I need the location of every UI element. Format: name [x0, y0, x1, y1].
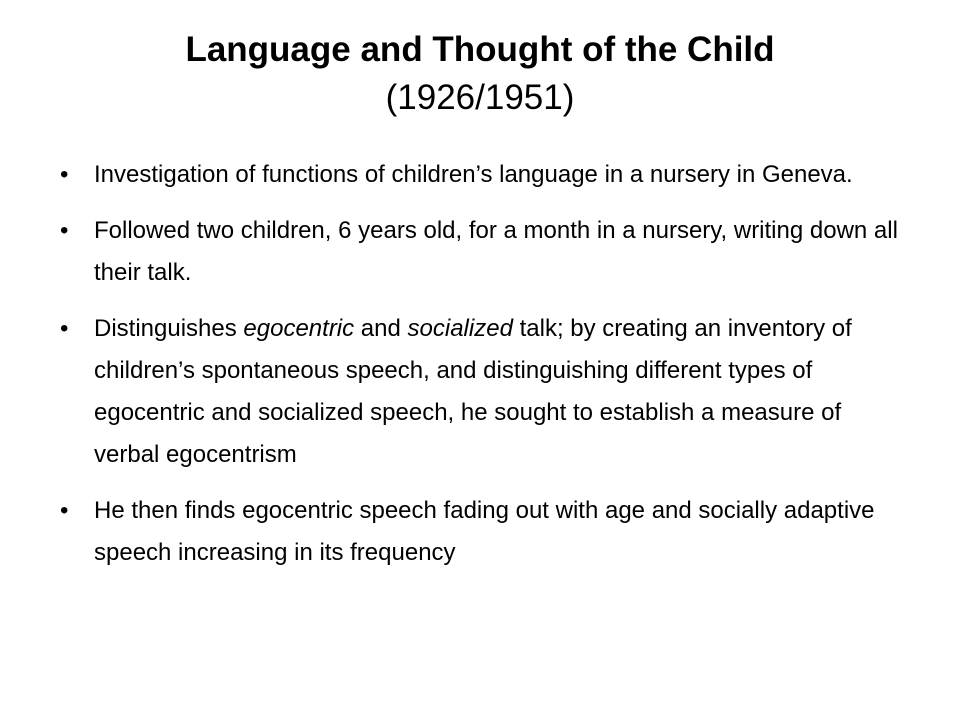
bullet-item: [58, 154, 898, 196]
bullet-text: Followed two children, 6 years old, for a month in a nursery, writing down all their talk.: [94, 217, 898, 286]
bullet-icon: •: [60, 161, 69, 188]
emphasis-egocentric: egocentric: [243, 315, 355, 342]
bullet-icon: •: [60, 315, 69, 342]
emphasis-socialized: socialized: [407, 315, 513, 342]
bullet-text-part: and: [354, 315, 408, 342]
bullet-item: [58, 490, 898, 574]
slide-title: Language and Thought of the Child: [185, 30, 775, 69]
title-block: [0, 26, 960, 122]
bullet-text: [94, 308, 898, 476]
bullet-list: [58, 154, 898, 588]
bullet-text-part: talk; by creating an inventory of children’s spontaneous speech, and distinguishing different types of egocentric and socialized speech, he sought to establish a measure of verbal egocentrism: [94, 315, 852, 468]
bullet-icon: •: [60, 497, 69, 524]
bullet-text: He then finds egocentric speech fading out with age and socially adaptive speech increasing in its frequency: [94, 497, 875, 566]
bullet-icon: •: [60, 217, 69, 244]
bullet-item: [58, 308, 898, 476]
bullet-text: Investigation of functions of children’s language in a nursery in Geneva.: [94, 161, 853, 188]
bullet-text-part: Distinguishes: [94, 315, 244, 342]
slide-subtitle: (1926/1951): [385, 78, 575, 117]
bullet-item: [58, 210, 898, 294]
